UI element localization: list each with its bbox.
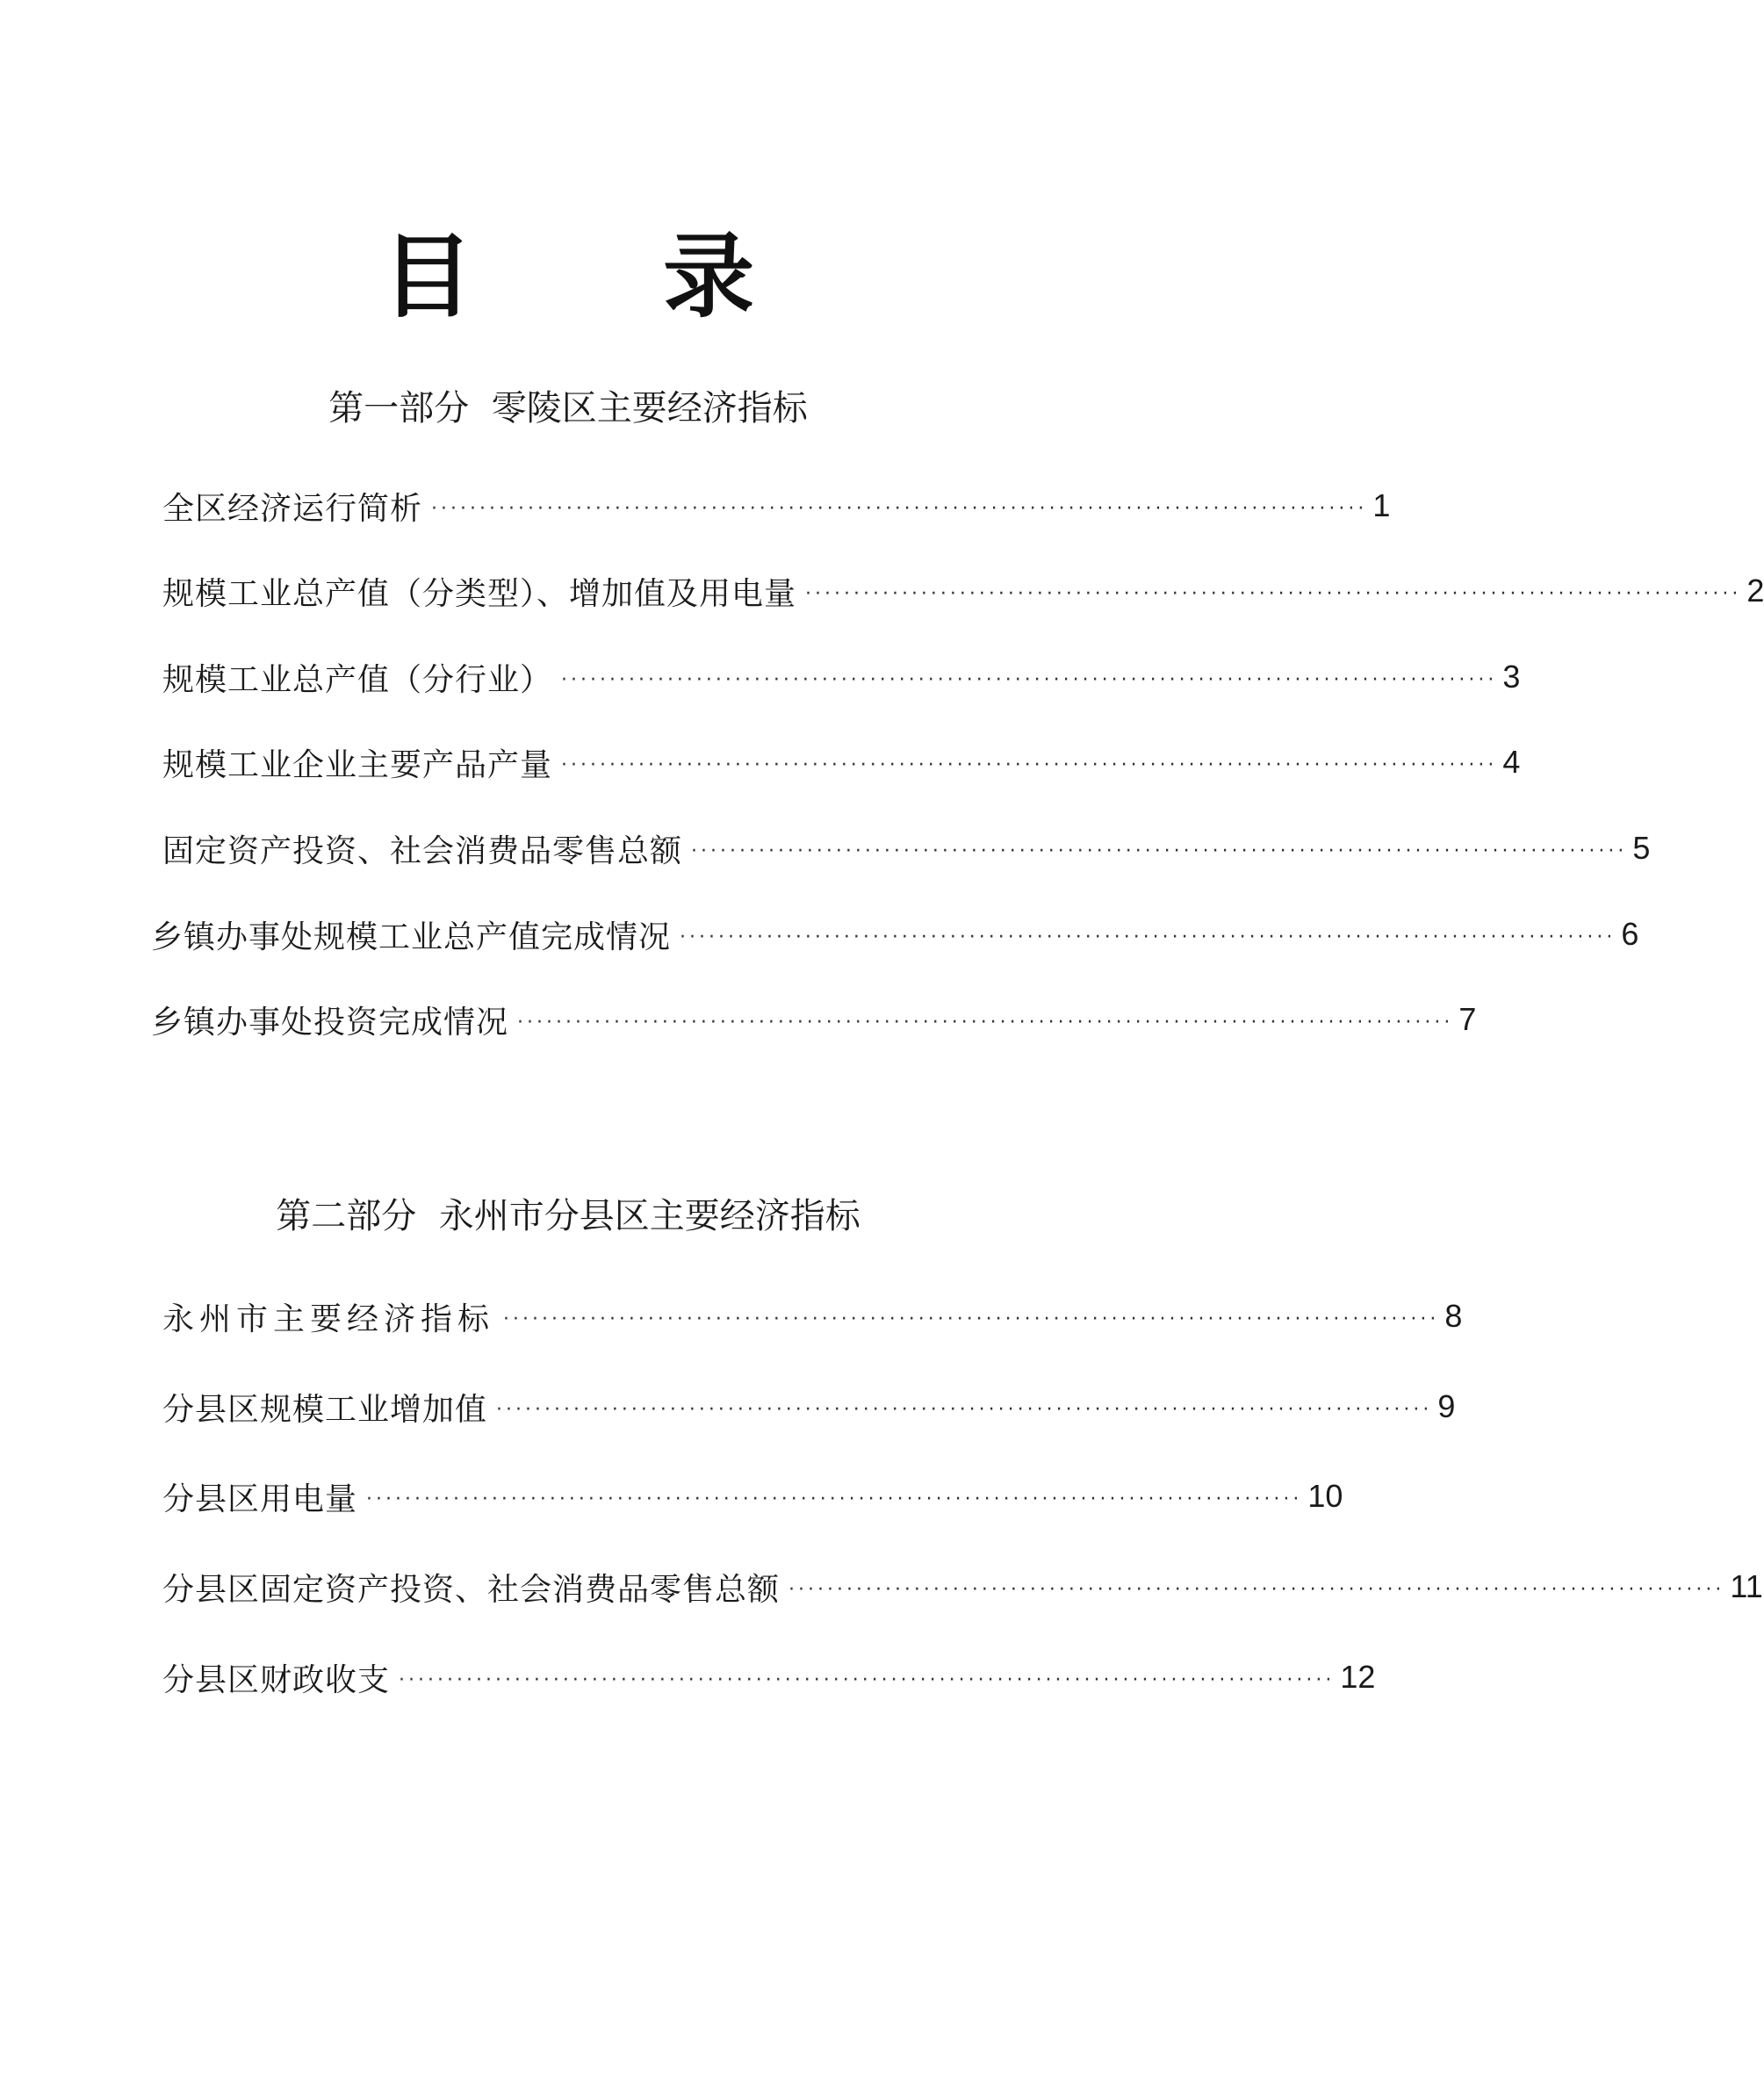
toc-entry[interactable] [162,825,1651,871]
toc-dot-leader: ································································································· [561,753,1498,776]
toc-dot-leader: ································································································· [561,668,1498,691]
toc-page-number: 10 [1307,1478,1343,1514]
toc-entry[interactable] [162,1293,1463,1339]
toc-entry[interactable] [162,1384,1456,1430]
toc-page-number: 6 [1621,916,1639,952]
toc-entry-title: 固定资产投资、社会消费品零售总额 [162,832,683,869]
toc-page-number: 5 [1632,830,1651,866]
toc-entry[interactable] [162,1473,1343,1519]
toc-dot-leader: ································································································· [399,1668,1336,1691]
toc-page-number: 9 [1437,1388,1456,1424]
toc-dot-leader: ································································································· [680,926,1616,948]
toc-dot-leader: ································································································· [788,1578,1725,1601]
toc-entry[interactable] [151,911,1639,957]
toc-page-number: 12 [1340,1659,1376,1695]
toc-entry[interactable] [162,654,1521,700]
page-title: 目 录 [381,223,834,330]
toc-page-number: 4 [1502,744,1521,780]
toc-entry-title: 规模工业企业主要产品产量 [162,746,553,783]
toc-entry[interactable] [162,568,1764,614]
toc-entry[interactable] [162,483,1391,529]
toc-entry-title: 乡镇办事处规模工业总产值完成情况 [151,919,672,955]
toc-dot-leader: ································································································· [503,1308,1440,1330]
toc-entry[interactable] [162,1564,1763,1610]
toc-page-number: 2 [1746,573,1764,609]
toc-page-number: 7 [1458,1001,1477,1037]
toc-dot-leader: ································································································· [517,1011,1454,1034]
part1-heading: 第一部分 零陵区主要经济指标 [328,388,808,429]
toc-entry-title: 永州市主要经济指标 [162,1300,495,1337]
toc-dot-leader: ································································································· [431,497,1368,520]
toc-dot-leader: ································································································· [366,1488,1303,1510]
toc-dot-leader: ································································································· [805,582,1742,605]
toc-entry[interactable] [162,739,1521,785]
toc-entry[interactable] [162,1654,1376,1700]
toc-dot-leader: ································································································· [691,839,1628,862]
toc-page-number: 11 [1730,1568,1763,1604]
part2-heading: 第二部分 永州市分县区主要经济指标 [276,1196,860,1236]
toc-page-number: 1 [1372,487,1391,523]
toc-entry-title: 规模工业总产值（分行业） [162,661,553,698]
toc-entry-title: 乡镇办事处投资完成情况 [151,1004,509,1041]
toc-entry-title: 分县区固定资产投资、社会消费品零售总额 [162,1571,781,1608]
toc-entry-title: 分县区规模工业增加值 [162,1391,488,1428]
toc-entry-title: 分县区用电量 [162,1481,358,1517]
toc-entry-title: 全区经济运行简析 [162,490,423,527]
toc-page-number: 8 [1444,1298,1463,1334]
toc-page-number: 3 [1502,659,1521,695]
toc-entry[interactable] [151,997,1477,1042]
toc-entry-title: 规模工业总产值（分类型）、增加值及用电量 [162,575,797,612]
toc-dot-leader: ································································································· [496,1398,1433,1421]
toc-entry-title: 分县区财政收支 [162,1661,391,1698]
